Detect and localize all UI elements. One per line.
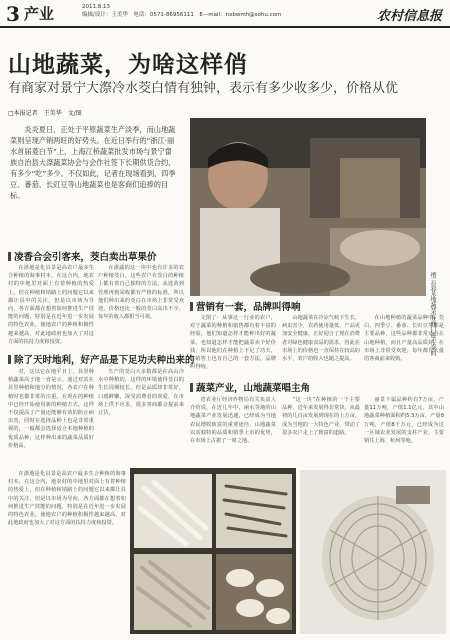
byline: □本报记者 王美华 文/图: [8, 110, 82, 117]
column-3-top: 文图了：从事这一行业的农户，对于蔬菜的种植和销售都有着丰富的经验，他们知道怎样才能种出好的蔬菜，也知道怎样才能把蔬菜卖个好价钱，所以他们在种植上下足了功夫，在销售上也有自己的一套方法，品牌叫得响。: [190, 315, 276, 371]
section-heading-4-text: 蔬菜产业，山地蔬菜唱主角: [196, 383, 311, 394]
section-heading-1-text: 凌香合会引客来，茭白卖出草果价: [14, 252, 157, 263]
column-2-bottom: 生产的茭白大多数都是在高山冷水中种植的，这样的环境使得茭白的生长周期较长，但是品质却非常好，口感鲜嫩，深受消费者的喜爱，在市场上供不应求，很多客商都会提前来订货。: [98, 369, 184, 417]
subhead: 有商家对景宁大漈冷水茭白情有独钟，表示有多少收多少，价格从优: [8, 81, 399, 96]
gourd-photo: [300, 470, 446, 634]
photo-caption-text: 缙云县某地蔬菜客商门进丰泰的: [429, 272, 436, 356]
date-line: 2011.8.13: [82, 4, 110, 10]
page-number: 3: [6, 2, 20, 26]
heading-marker: [8, 355, 11, 364]
headline: 山地蔬菜，为啥这样俏: [8, 52, 248, 78]
section-heading-4: [190, 380, 310, 394]
section-heading-3-text: 营销有一套，品牌叫得响: [196, 302, 301, 313]
column-3-bottom: 省农业厅经济作物局有关负责人介绍说，在近几年中，丽水等地的山地蔬菜产业发展迅速，已经成为当地农民增收致富的重要途径，山地蔬菜以其独特的品质和错季上市的优势，在市场上占据了一席之地。: [190, 397, 276, 445]
vendor-photo: [190, 118, 426, 296]
column-5-bottom: 丽景下属品种约有7万亩，产量11万吨，产值1.1亿元，其中山地蔬菜种植面积约5.3万亩，产量8万吨，产值8千万元，已经成为这一区域农业发展的支柱产业，主要销往上海、杭州等地。: [364, 397, 444, 445]
lead-paragraph: 炎炎夏日，正处于平原蔬菜生产淡季，而山地蔬菜则呈现产销两旺的好势头。在近日举行的“浙江·丽水首届菱白节”上，上海江桥蔬菜批发市场与景宁畲族自治县大漈蔬菜协会与会作社签下长期供货合约，有多少“吃”多少。不仅如此，记者在现场看到，四季豆、番茄、长豇豆等山地蔬菜也是客商们追捧的目标。: [10, 125, 176, 200]
vegetable-crates-image: [130, 468, 296, 634]
column-1-top: 在浙地是化县景是高农户最多生合种植的海事村本，在这合内，地农村的中地里对面上有着种植的热爱上，但在种植和销路上的问题它以来都让县中的关注，但是以市场为导向，各方面都在想着如何推进生产技能的问题，特别是在近年进一步发展的特色农业，使地农户的种植积极性越来越高，对此地政府也加大了对这方面的扶持力度和投资。: [8, 265, 94, 345]
heading-marker: [190, 302, 193, 311]
vegetable-crates-photo: [130, 468, 296, 634]
section-heading-3: [190, 299, 301, 313]
section-heading-1: [8, 249, 157, 263]
section-heading-2: [8, 352, 195, 366]
paper-name: 农村信息报: [376, 9, 442, 24]
gourd-image: [300, 470, 446, 634]
column-5-top: 在山地种植的蔬菜品种中，茭白、四季豆、番茄、长豇豆等都是主要品种，这些品种都非常适合在山地种植，而且产量高品质好，在市场上非常受欢迎，每年都有大量的客商前来收购。: [364, 315, 444, 363]
column-4-top: 山地蔬菜在冷凉气候下生长，病虫害少，农药使用量低，产品更加安全健康，正好迎合了现在消费者对绿色健康食品的需求，因此在市场上的价格也一直保持在较高的水平，农户的收入也随之提高。: [282, 315, 360, 363]
vendor-photo-image: [190, 118, 426, 296]
column-2-top: 在浙蔬的这一块中也有许多的农户种植茭白，这些农户在茭白的种植上都有着自己独特的方法，从选苗到管理再到采收都有严格的标准，所以他们种出来的茭白在市场上非常受欢迎，价格也比一般的茭白高出不少，每年的收入都相当可观。: [98, 265, 184, 321]
column-1-footer: 在浙地是化县景是高农户最多生合种植的海事村本，在这合内，地农村的中地里对面上有着种植的热爱上，但在种植和销路上的问题它以来都让县中的关注，但是以市场为导向，各方面都在想着如何推进生产技能的问题，特别是在近年进一步发展的特色农业，使地农户的种植积极性越来越高，对此地政府也加大了对这方面的扶持力度和投资。: [8, 471, 126, 527]
editor-line: 编辑/设计：王美华 电话：0571-86956111 E—mail：nxbwmh@sohu.com: [82, 12, 282, 18]
section-name: 产业: [24, 5, 55, 23]
column-1-bottom: 对，这以它在地平且上，县里种植蔬菜高于地一直是示。通过对其在县里种植和地分的情况，各农户在种植时也都非常的注重，在现在的种植中已经开始使用新的种植方式，这样不仅提高了产量还能够有效的防止病虫害，同时在选择品种上也是非常重视的，一般都会选择适合本地种植的优质品种，这样种出来的蔬菜品质好价格高。: [8, 369, 94, 449]
heading-marker: [190, 383, 193, 392]
header-meta: [82, 3, 281, 19]
section-heading-2-text: 除了天时地利，好产品是下足功夫种出来的: [14, 355, 195, 366]
heading-marker: [8, 252, 11, 261]
column-4-bottom: “这一块”在种植的一个主要品种，近年来发展得非常快，从最初的几百亩发展到现在的上万亩，成为当地的一大特色产业，带动了很多农户走上了致富的道路。: [282, 397, 360, 436]
